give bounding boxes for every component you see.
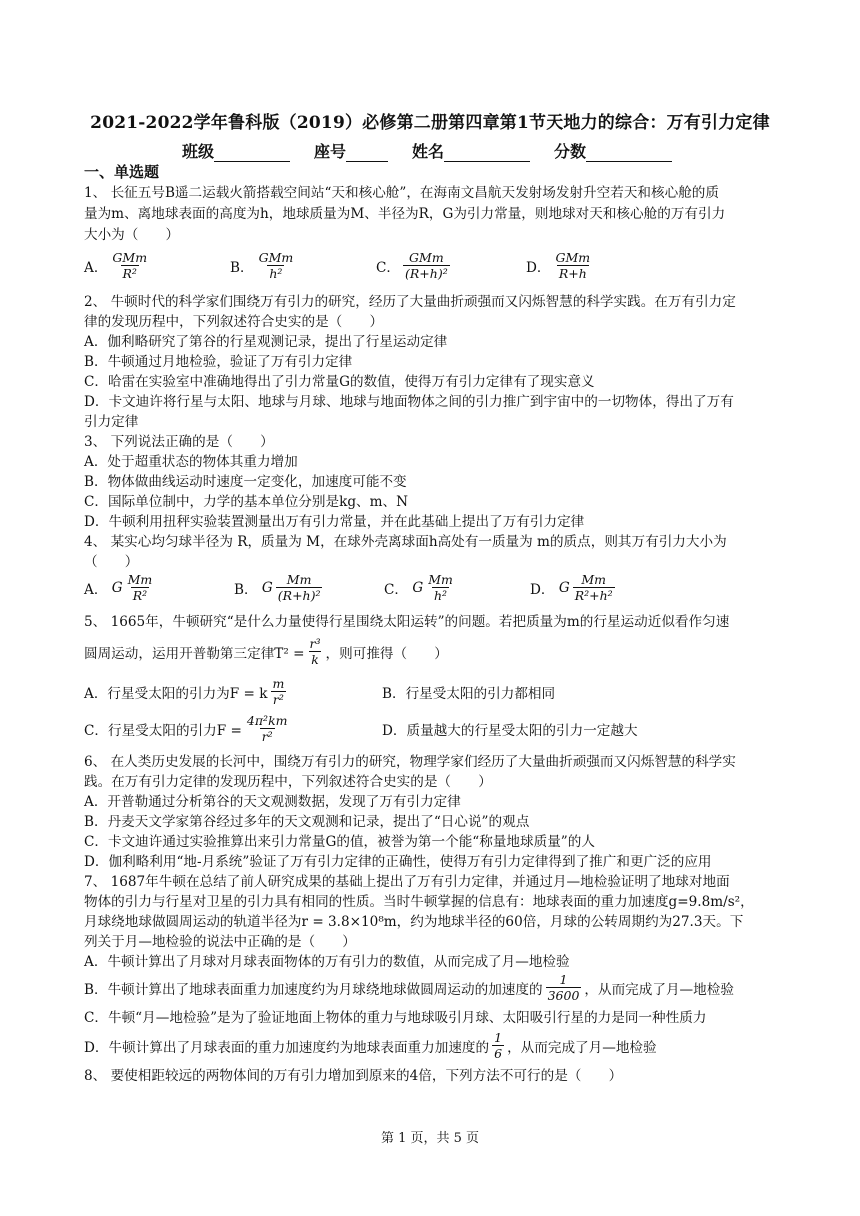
- q1-option-b[interactable]: B． $\frac{\text{GMm}}{\text{h²}}$: [230, 250, 294, 281]
- q3-option-c[interactable]: C．国际单位制中，力学的基本单位分别是kg、m、N: [84, 494, 408, 510]
- name-blank[interactable]: [444, 146, 530, 162]
- q1-stem-line3: 大小为（ ）: [84, 227, 180, 243]
- q6-option-a[interactable]: A．开普勒通过分析第谷的天文观测数据，发现了万有引力定律: [84, 794, 461, 810]
- q3-option-a[interactable]: A．处于超重状态的物体其重力增加: [84, 454, 298, 470]
- q4-option-d[interactable]: D． G $\frac{Mm}{\text{R²+h²}}$: [530, 572, 613, 603]
- q4-stem-line1: 4、 某实心均匀球半径为 R，质量为 M，在球外壳离球面h高处有一质量为 m的质点，则其万有引力大小为: [84, 534, 727, 550]
- page-title: 2021-2022学年鲁科版（2019）必修第二册第四章第1节天地力的综合：万有引力定律: [90, 113, 770, 133]
- q4-option-a[interactable]: A． G $\frac{Mm}{\text{R²}}$: [84, 572, 153, 603]
- q3-option-b[interactable]: B．物体做曲线运动时速度一定变化，加速度可能不变: [84, 474, 407, 490]
- q5-stem-line1: 5、 1665年，牛顿研究“是什么力量使得行星围绕太阳运转”的问题。若把质量为m的行星运动近似看作匀速: [84, 614, 730, 630]
- q6-option-d[interactable]: D．伽利略利用“地-月系统”验证了万有引力定律的正确性，使得万有引力定律得到了推广和更广泛的应用: [84, 854, 712, 870]
- q7-option-c[interactable]: C．牛顿“月—地检验”是为了验证地面上物体的重力与地球吸引月球、太阳吸引行星的力是同一种性质力: [84, 1010, 707, 1026]
- page-footer: 第 1 页，共 5 页: [380, 1131, 480, 1146]
- seat-field[interactable]: [314, 139, 388, 162]
- q1-stem-line2: 量为m、离地球表面的高度为h，地球质量为M、半径为R，G为引力常量，则地球对天和核心舱的万有引力: [84, 206, 726, 222]
- q5-option-c[interactable]: C．行星受太阳的引力F = $\frac{\text{4π²km}}{\text{r²}}$: [84, 713, 288, 744]
- q5-options-row1: [84, 676, 555, 707]
- q5-option-a[interactable]: A．行星受太阳的引力为F = k $\frac{m}{\text{r²}}$: [84, 676, 285, 707]
- q2-option-d-line2: 引力定律: [84, 414, 139, 430]
- q1-stem-line1: 1、 长征五号B遥二运载火箭搭载空间站“天和核心舱”，在海南文昌航天发射场发射升空若天和核心舱的质: [84, 185, 719, 201]
- score-blank[interactable]: [586, 146, 672, 162]
- q2-option-a[interactable]: A．伽利略研究了第谷的行星观测记录，提出了行星运动定律: [84, 334, 448, 350]
- q2-option-c[interactable]: C．哈雷在实验室中准确地得出了引力常量G的数值，使得万有引力定律有了现实意义: [84, 374, 595, 390]
- class-label: 班级: [182, 142, 215, 161]
- score-field[interactable]: [554, 139, 672, 162]
- class-field[interactable]: [182, 139, 290, 162]
- q7-option-b[interactable]: B．牛顿计算出了地球表面重力加速度约为月球绕地球做圆周运动的加速度的 $\frac{1}{3600}$ ，从而完成了月—地检验: [84, 972, 734, 1003]
- student-info-row: [182, 139, 696, 162]
- q5-stem-line2: 圆周运动，运用开普勒第三定律T² = $\frac{\text{r³}}{k}$ ，则可推得（ ）: [84, 636, 448, 667]
- score-label: 分数: [554, 142, 587, 161]
- q2-stem-line1: 2、 牛顿时代的科学家们围绕万有引力的研究，经历了大量曲折顽强而又闪烁智慧的科学实践。在万有引力定: [84, 294, 736, 310]
- seat-label: 座号: [314, 142, 347, 161]
- q6-option-b[interactable]: B．丹麦天文学家第谷经过多年的天文观测和记录，提出了“日心说”的观点: [84, 814, 530, 830]
- q2-option-d-line1[interactable]: D．卡文迪许将行星与太阳、地球与月球、地球与地面物体之间的引力推广到宇宙中的一切物体，得出了万有: [84, 394, 734, 410]
- q1-option-a[interactable]: A． $\frac{\text{GMm}}{\text{R²}}$: [84, 250, 148, 281]
- section-heading: 一、单选题: [84, 163, 160, 181]
- q7-stem-line4: 列关于月—地检验的说法中正确的是（ ）: [84, 934, 356, 950]
- q1-option-c[interactable]: C． $\frac{\text{GMm}}{\text{(R+h)²}}$: [376, 250, 448, 281]
- name-field[interactable]: [412, 139, 530, 162]
- q1-option-d[interactable]: D． $\frac{\text{GMm}}{R+h}$: [526, 250, 591, 281]
- q4-option-b[interactable]: B． G $\frac{Mm}{\text{(R+h)²}}$: [234, 572, 321, 603]
- q2-option-b[interactable]: B．牛顿通过月地检验，验证了万有引力定律: [84, 354, 353, 370]
- q7-stem-line3: 月球绕地球做圆周运动的轨道半径为r = 3.8×10⁸m，约为地球半径的60倍，月球的公转周期约为27.3天。下: [84, 914, 744, 930]
- q6-stem-line1: 6、 在人类历史发展的长河中，围绕万有引力的研究，物理学家们经历了大量曲折顽强而又闪烁智慧的科学实: [84, 754, 736, 770]
- q5-option-b[interactable]: B．行星受太阳的引力都相同: [382, 685, 556, 702]
- q8-stem: 8、 要使相距较远的两物体间的万有引力增加到原来的4倍，下列方法不可行的是（ ）: [84, 1068, 623, 1084]
- class-blank[interactable]: [214, 146, 290, 162]
- seat-blank[interactable]: [346, 146, 388, 162]
- q7-option-a[interactable]: A．牛顿计算出了月球对月球表面物体的万有引力的数值，从而完成了月—地检验: [84, 954, 570, 970]
- q4-option-c[interactable]: C． G $\frac{Mm}{\text{h²}}$: [384, 572, 453, 603]
- q4-options: [84, 572, 618, 603]
- q7-option-d[interactable]: D．牛顿计算出了月球表面的重力加速度约为地球表面重力加速度的 $\frac{1}{6}$ ，从而完成了月—地检验: [84, 1030, 657, 1061]
- q4-stem-line2: （ ）: [84, 554, 139, 570]
- q1-options: [84, 250, 595, 281]
- name-label: 姓名: [412, 142, 445, 161]
- q6-option-c[interactable]: C．卡文迪许通过实验推算出来引力常量G的值，被誉为第一个能“称量地球质量”的人: [84, 834, 595, 850]
- q7-stem-line1: 7、 1687年牛顿在总结了前人研究成果的基础上提出了万有引力定律，并通过月—地检验证明了地球对地面: [84, 874, 730, 890]
- q2-stem-line2: 律的发现历程中，下列叙述符合史实的是（ ）: [84, 314, 384, 330]
- q3-option-d[interactable]: D．牛顿利用扭秤实验装置测量出万有引力常量，并在此基础上提出了万有引力定律: [84, 514, 585, 530]
- q5-options-row2: [84, 713, 638, 744]
- q7-stem-line2: 物体的引力与行星对卫星的引力具有相同的性质。当时牛顿掌握的信息有：地球表面的重力加速度g=9.8m/s²，: [84, 894, 754, 910]
- q5-option-d[interactable]: D．质量越大的行星受太阳的引力一定越大: [382, 722, 638, 739]
- q3-stem: 3、 下列说法正确的是（ ）: [84, 434, 274, 450]
- q6-stem-line2: 践。在万有引力定律的发现历程中，下列叙述符合史实的是（ ）: [84, 774, 492, 790]
